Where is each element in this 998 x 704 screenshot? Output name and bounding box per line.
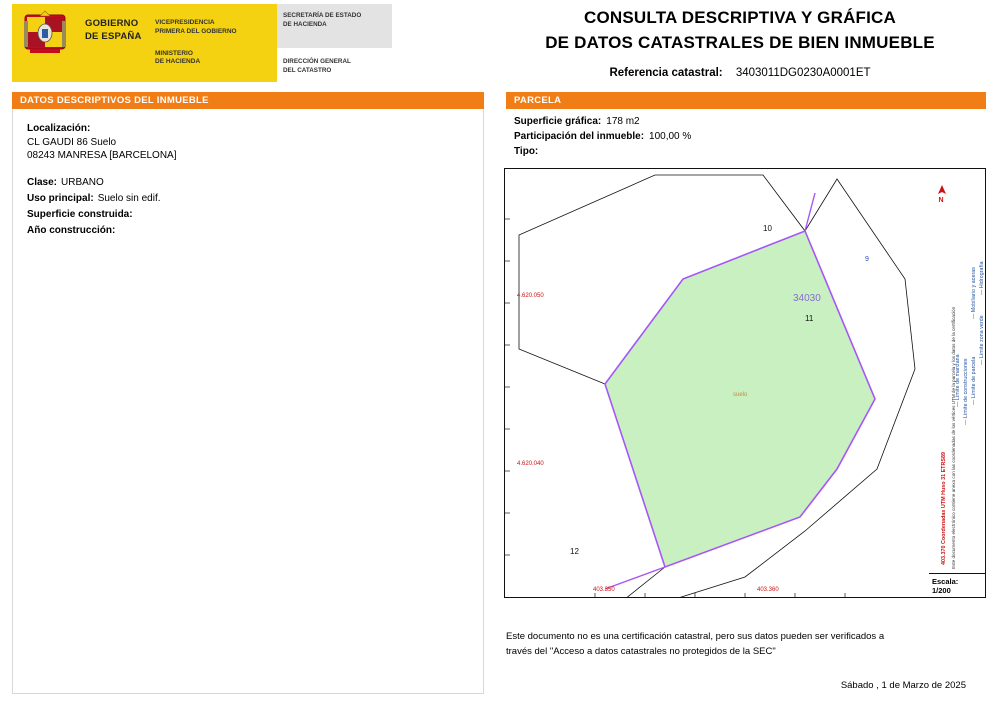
anio-label: Año construcción:: [27, 225, 116, 236]
legend-limite-manzana: — Límite de manzana: [955, 354, 961, 407]
title-line1: CONSULTA DESCRIPTIVA Y GRÁFICA: [583, 8, 897, 27]
government-logo-block: [12, 4, 392, 86]
uso-row: [27, 193, 483, 204]
coord-y-top: 4.620.050: [517, 293, 544, 299]
gobierno-line1: GOBIERNO: [85, 18, 139, 29]
secretaria-line2: DE HACIENDA: [283, 20, 327, 28]
coord-y-bottom: 4.620.040: [517, 461, 544, 467]
north-arrow-icon: [936, 185, 948, 205]
tipo-row: [514, 146, 986, 157]
uso-label: Uso principal:: [27, 193, 94, 204]
vicepresidencia-block: [149, 4, 277, 82]
tipo-label: Tipo:: [514, 146, 539, 157]
neighbor-label-9: 9: [865, 256, 869, 263]
legend-hidrografia: — Hidrografía: [979, 261, 985, 295]
legend-mobiliario: — Mobiliario y aceras: [971, 267, 977, 319]
direccion-line2: DEL CATASTRO: [283, 66, 332, 74]
north-arrow-svg: [937, 185, 947, 203]
address-line-2: 08243 MANRESA [BARCELONA]: [27, 150, 177, 161]
footer-note-line2: través del "Acceso a datos catastrales no protegidos de la SEC": [506, 645, 776, 657]
secretaria-block: [277, 4, 392, 48]
neighbor-label-12: 12: [570, 547, 579, 556]
superficie-construida-label: Superficie construida:: [27, 209, 133, 220]
coat-of-arms-icon: [12, 4, 75, 82]
cadastral-reference: [495, 67, 985, 79]
vicepresidencia-line1: VICEPRESIDENCIA: [155, 19, 215, 26]
scale-value: 1/200: [932, 586, 951, 595]
title-line2: DE DATOS CATASTRALES DE BIEN INMUEBLE: [545, 32, 935, 52]
reference-value: 3403011DG0230A0001ET: [735, 67, 871, 80]
ministerio-line1: MINISTERIO: [155, 49, 193, 57]
legend-electronic-note: Este documento electrónico contiene anexo con las coordenadas de los vértices UTM de la parcela y los datos de la certificación: [951, 306, 956, 569]
superficie-grafica-label: Superficie gráfica:: [514, 116, 602, 127]
escudo-icon: [22, 9, 68, 59]
title-zone: [495, 6, 985, 79]
legend-limite-parcela: — Límite de parcela: [971, 356, 977, 405]
address-line-1: CL GAUDI 86 Suelo: [27, 137, 117, 148]
uso-value: Suelo sin edif.: [97, 193, 161, 204]
scale-label: Escala:: [932, 577, 959, 586]
section-header-datos-descriptivos: DATOS DESCRIPTIVOS DEL INMUEBLE: [12, 92, 484, 109]
parcel-number-label: 34030: [793, 293, 821, 304]
vicepresidencia-line2: PRIMERA DEL GOBIERNO: [155, 27, 237, 35]
legend-limite-construcciones: — Límite de construcciones: [963, 358, 969, 425]
legend-zona-verde: — Límite zona verde: [979, 315, 985, 365]
participacion-row: [514, 131, 986, 142]
direccion-block: [277, 48, 392, 82]
clase-value: URBANO: [61, 177, 104, 188]
gobierno-line2: DE ESPAÑA: [85, 30, 142, 42]
secretaria-direccion-block: [277, 4, 392, 86]
participacion-label: Participación del inmueble:: [514, 131, 645, 142]
secretaria-line1: SECRETARÍA DE ESTADO: [283, 12, 362, 19]
participacion-value: 100,00 %: [649, 131, 692, 142]
legend-utm-coordinates: 403.370 Coordenadas UTM Huso 31 ETRS89: [941, 452, 947, 565]
cadastral-map[interactable]: [504, 168, 941, 598]
map-legend: [929, 168, 986, 598]
reference-label: Referencia catastral:: [609, 67, 723, 80]
coord-x-right: 403.360: [757, 587, 779, 593]
anio-construccion-row: [27, 225, 483, 236]
gobierno-label: [75, 4, 149, 82]
logo-yellow-band: [12, 4, 277, 82]
section-header-parcela: PARCELA: [506, 92, 986, 109]
parcel-sub-label: 11: [805, 314, 814, 323]
suelo-label: suelo: [733, 392, 748, 398]
coord-x-left: 403.350: [593, 587, 615, 593]
ministerio-line2: DE HACIENDA: [155, 58, 201, 66]
footer-note: [506, 630, 976, 659]
superficie-construida-row: [27, 209, 483, 220]
datos-descriptivos-panel: [12, 109, 484, 694]
neighbor-label-10: 10: [763, 224, 772, 233]
document-header: [0, 0, 998, 92]
clase-row: [27, 177, 483, 188]
scale-box: [929, 573, 985, 597]
superficie-grafica-value: 178 m2: [606, 116, 640, 127]
localizacion-label: Localización:: [27, 123, 91, 134]
svg-text:N: N: [938, 197, 944, 203]
footer-note-line1: Este documento no es una certificación catastral, pero sus datos pueden ser verificados a: [506, 631, 885, 642]
clase-label: Clase:: [27, 177, 58, 188]
page-title: [495, 6, 985, 55]
direccion-line1: DIRECCIÓN GENERAL: [283, 58, 351, 65]
footer-date: Sábado , 1 de Marzo de 2025: [840, 680, 966, 691]
map-canvas[interactable]: [505, 169, 941, 598]
superficie-grafica-row: [514, 116, 986, 127]
